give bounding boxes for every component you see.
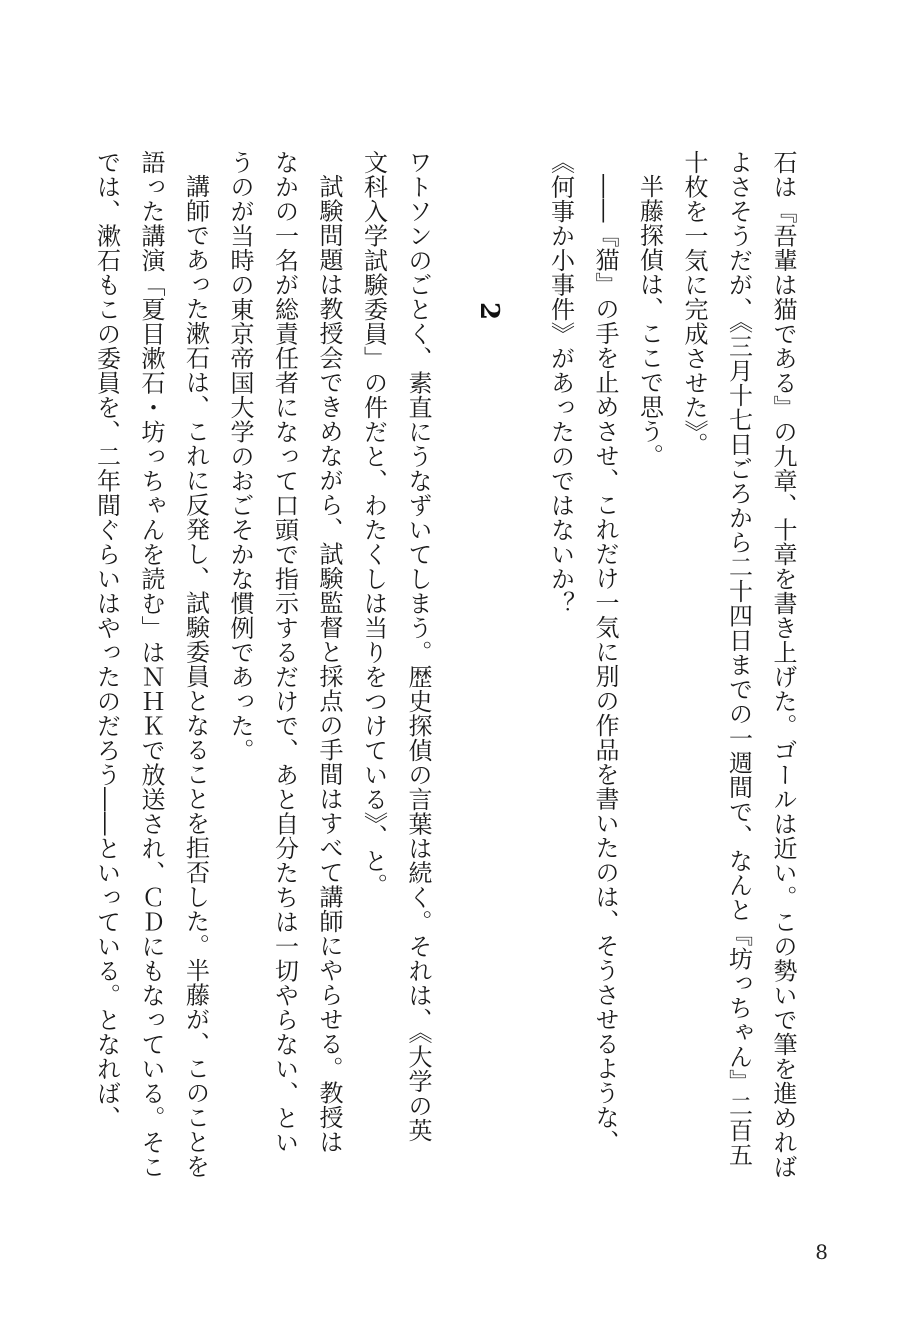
text-line: ワトソンのごとく、素直にうなずいてしまう。歴史探偵の言葉は続く。それは、《大学の英 bbox=[404, 150, 432, 1143]
text-line: 石は『吾輩は猫である』の九章、十章を書き上げた。ゴールは近い。この勢いで筆を進めれば bbox=[769, 150, 797, 1179]
text-line: 文科入学試験委員」の件だと、わたくしは当りをつけている》、と。 bbox=[359, 150, 388, 898]
text-line: 半藤探偵は、ここで思う。 bbox=[635, 174, 664, 468]
text-line: 語った講演「夏目漱石・坊っちゃんを読む」はＮＨＫで放送され、ＣＤにもなっている。そこ bbox=[137, 150, 165, 1179]
section-number: 2 bbox=[474, 302, 504, 321]
text-line: 講師であった漱石は、これに反発し、試験委員となることを拒否した。半藤が、このことを bbox=[181, 174, 210, 1179]
text-line: 試験問題は教授会できめながら、試験監督と採点の手間はすべて講師にやらせる。教授は bbox=[315, 174, 343, 1154]
text-line: 《何事か小事件》があったのではないか？ bbox=[546, 150, 575, 616]
vertical-text-body bbox=[84, 150, 805, 1179]
text-line: 十枚を一気に完成させた》。 bbox=[680, 150, 708, 457]
text-line: よさそうだが、《三月十七日ごろから二十四日までの一週間で、なんと『坊っちゃん』二百五 bbox=[724, 150, 753, 1167]
text-line: ――『猫』の手を止めさせ、これだけ一気に別の作品を書いたのは、そうさせるような、 bbox=[591, 174, 619, 1154]
text-line: では、漱石もこの委員を、二年間ぐらいはやったのだろう――といっている。となれば、 bbox=[92, 150, 121, 1130]
text-line: うのが当時の東京帝国大学のおごそかな慣例であった。 bbox=[226, 150, 254, 763]
text-line: なかの一名が総責任者になって口頭で指示するだけで、あと自分たちは一切やらない、とい bbox=[270, 150, 299, 1155]
page-number: 8 bbox=[815, 1240, 828, 1264]
